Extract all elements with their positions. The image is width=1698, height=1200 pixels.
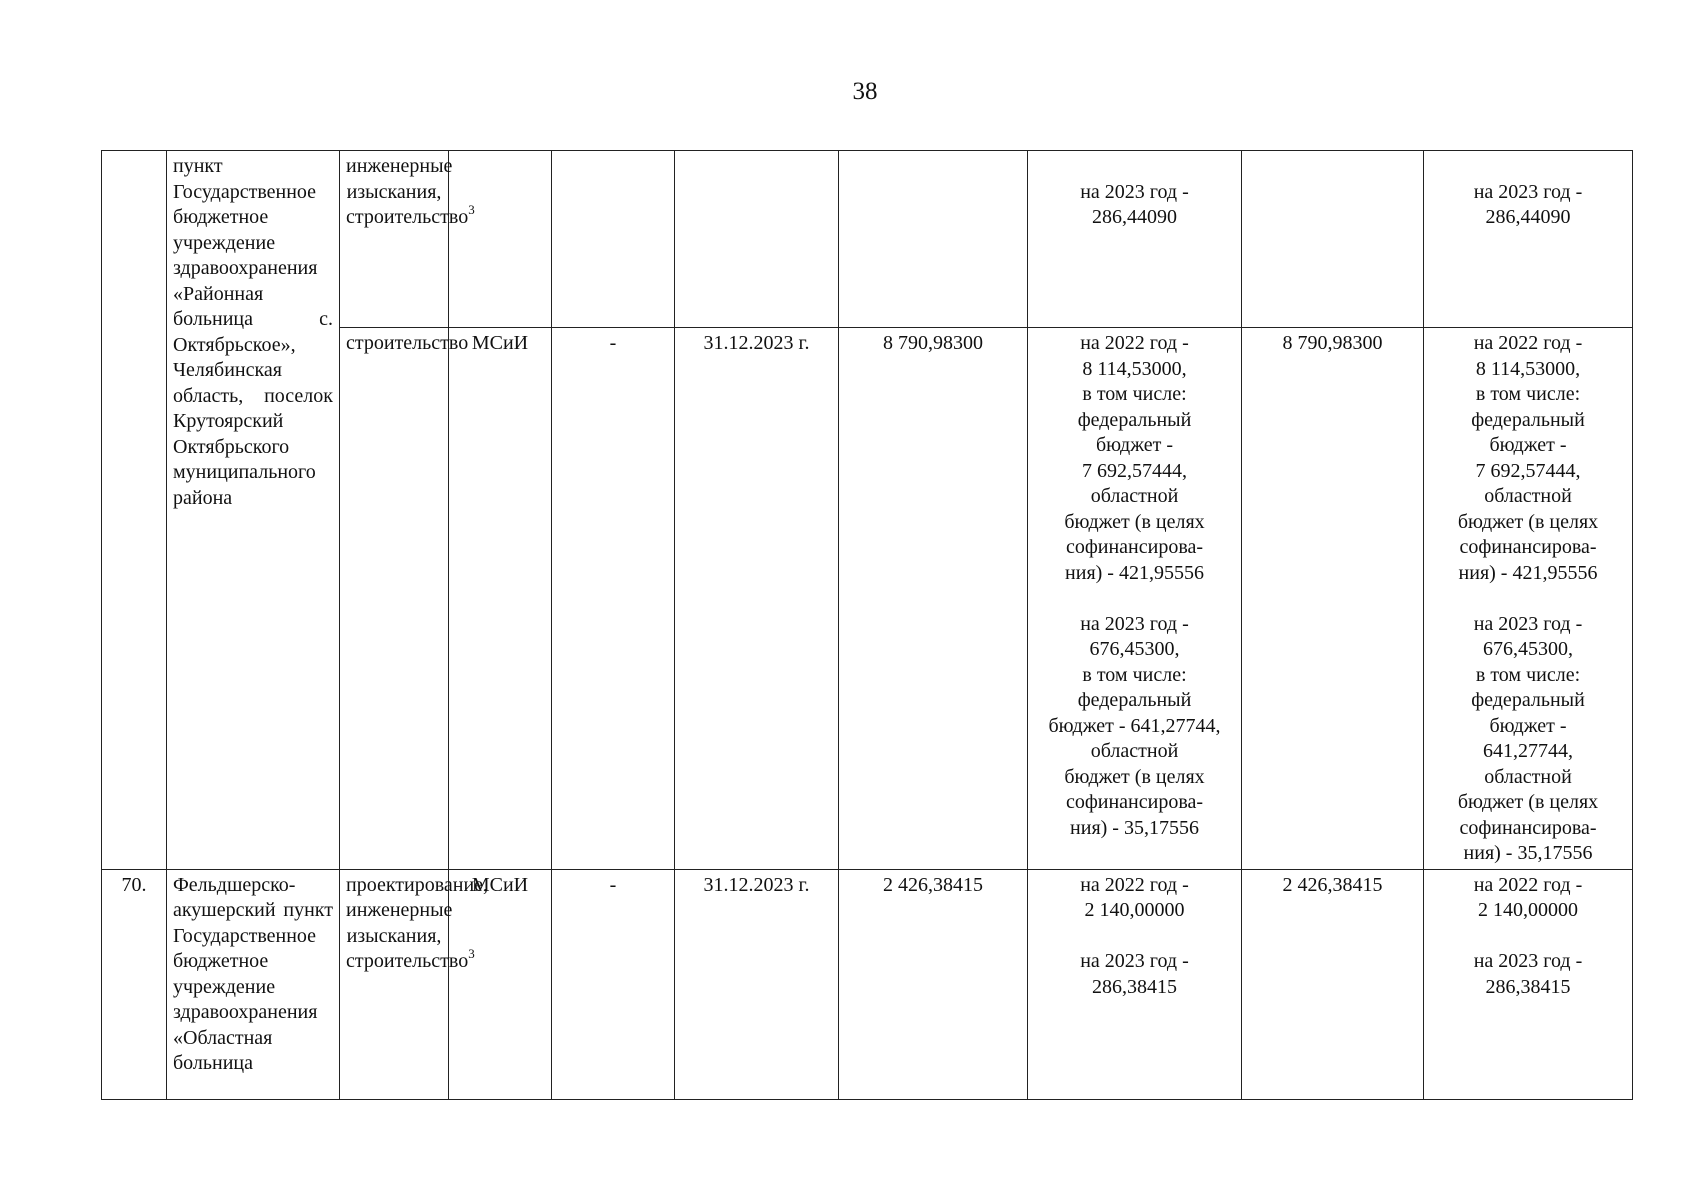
- cell-work-type: инженерные изыскания, строительство$^3$: [340, 151, 449, 328]
- cell-customer: [449, 151, 552, 328]
- cell-cost: [839, 151, 1028, 328]
- cell-date: [675, 151, 839, 328]
- cell-dash: -: [552, 869, 675, 1099]
- cell-budget-allocation: на 2023 год - 286,44090: [1028, 151, 1242, 328]
- cell-cost-total: [1242, 151, 1424, 328]
- cell-budget-allocation-total: на 2022 год - 8 114,53000, в том числе: федеральный бюджет - 7 692,57444, областной бюджет (в целях софинансирова- ния) - 421,95556 на 2023 год - 676,45300, в том числе: федеральный бюджет - 641,27744, областной бюджет (в целях софинансирова- ния) - 35,17556: [1424, 328, 1633, 870]
- cell-dash: [552, 151, 675, 328]
- cell-budget-allocation: на 2022 год - 8 114,53000, в том числе: федеральный бюджет - 7 692,57444, областной бюджет (в целях софинансирова- ния) - 421,95556 на 2023 год - 676,45300, в том числе: федеральный бюджет - 641,27744, областной бюджет (в целях софинансирова- ния) - 35,17556: [1028, 328, 1242, 870]
- table-row: [102, 151, 1633, 328]
- cell-number: 70.: [102, 869, 167, 1099]
- cell-customer: МСиИ: [449, 869, 552, 1099]
- cell-date: 31.12.2023 г.: [675, 869, 839, 1099]
- cell-cost: 8 790,98300: [839, 328, 1028, 870]
- cell-work-type: строительство: [340, 328, 449, 870]
- page-number: 38: [852, 78, 878, 105]
- cell-budget-allocation-total: на 2023 год - 286,44090: [1424, 151, 1633, 328]
- cell-date: 31.12.2023 г.: [675, 328, 839, 870]
- cell-dash: -: [552, 328, 675, 870]
- cell-budget-allocation-total: на 2022 год - 2 140,00000 на 2023 год - 286,38415: [1424, 869, 1633, 1099]
- cell-number: [102, 151, 167, 870]
- cell-cost-total: 8 790,98300: [1242, 328, 1424, 870]
- cell-cost: 2 426,38415: [839, 869, 1028, 1099]
- cell-budget-allocation: на 2022 год - 2 140,00000 на 2023 год - 286,38415: [1028, 869, 1242, 1099]
- cell-object-name: Фельдшерско-акушерский пункт Государственное бюджетное учреждение здравоохранения «Областная больница: [167, 869, 340, 1099]
- table-row: [102, 869, 1633, 1099]
- cell-cost-total: 2 426,38415: [1242, 869, 1424, 1099]
- cell-work-type: проектирование, инженерные изыскания, строительство$^3$: [340, 869, 449, 1099]
- cell-object-name: пункт Государственное бюджетное учреждение здравоохранения «Районная больница с. Октябрьское», Челябинская область, поселок Крутоярский Октябрьского муниципального района: [167, 151, 340, 870]
- cell-customer: МСиИ: [449, 328, 552, 870]
- objects-table: [101, 150, 1633, 1100]
